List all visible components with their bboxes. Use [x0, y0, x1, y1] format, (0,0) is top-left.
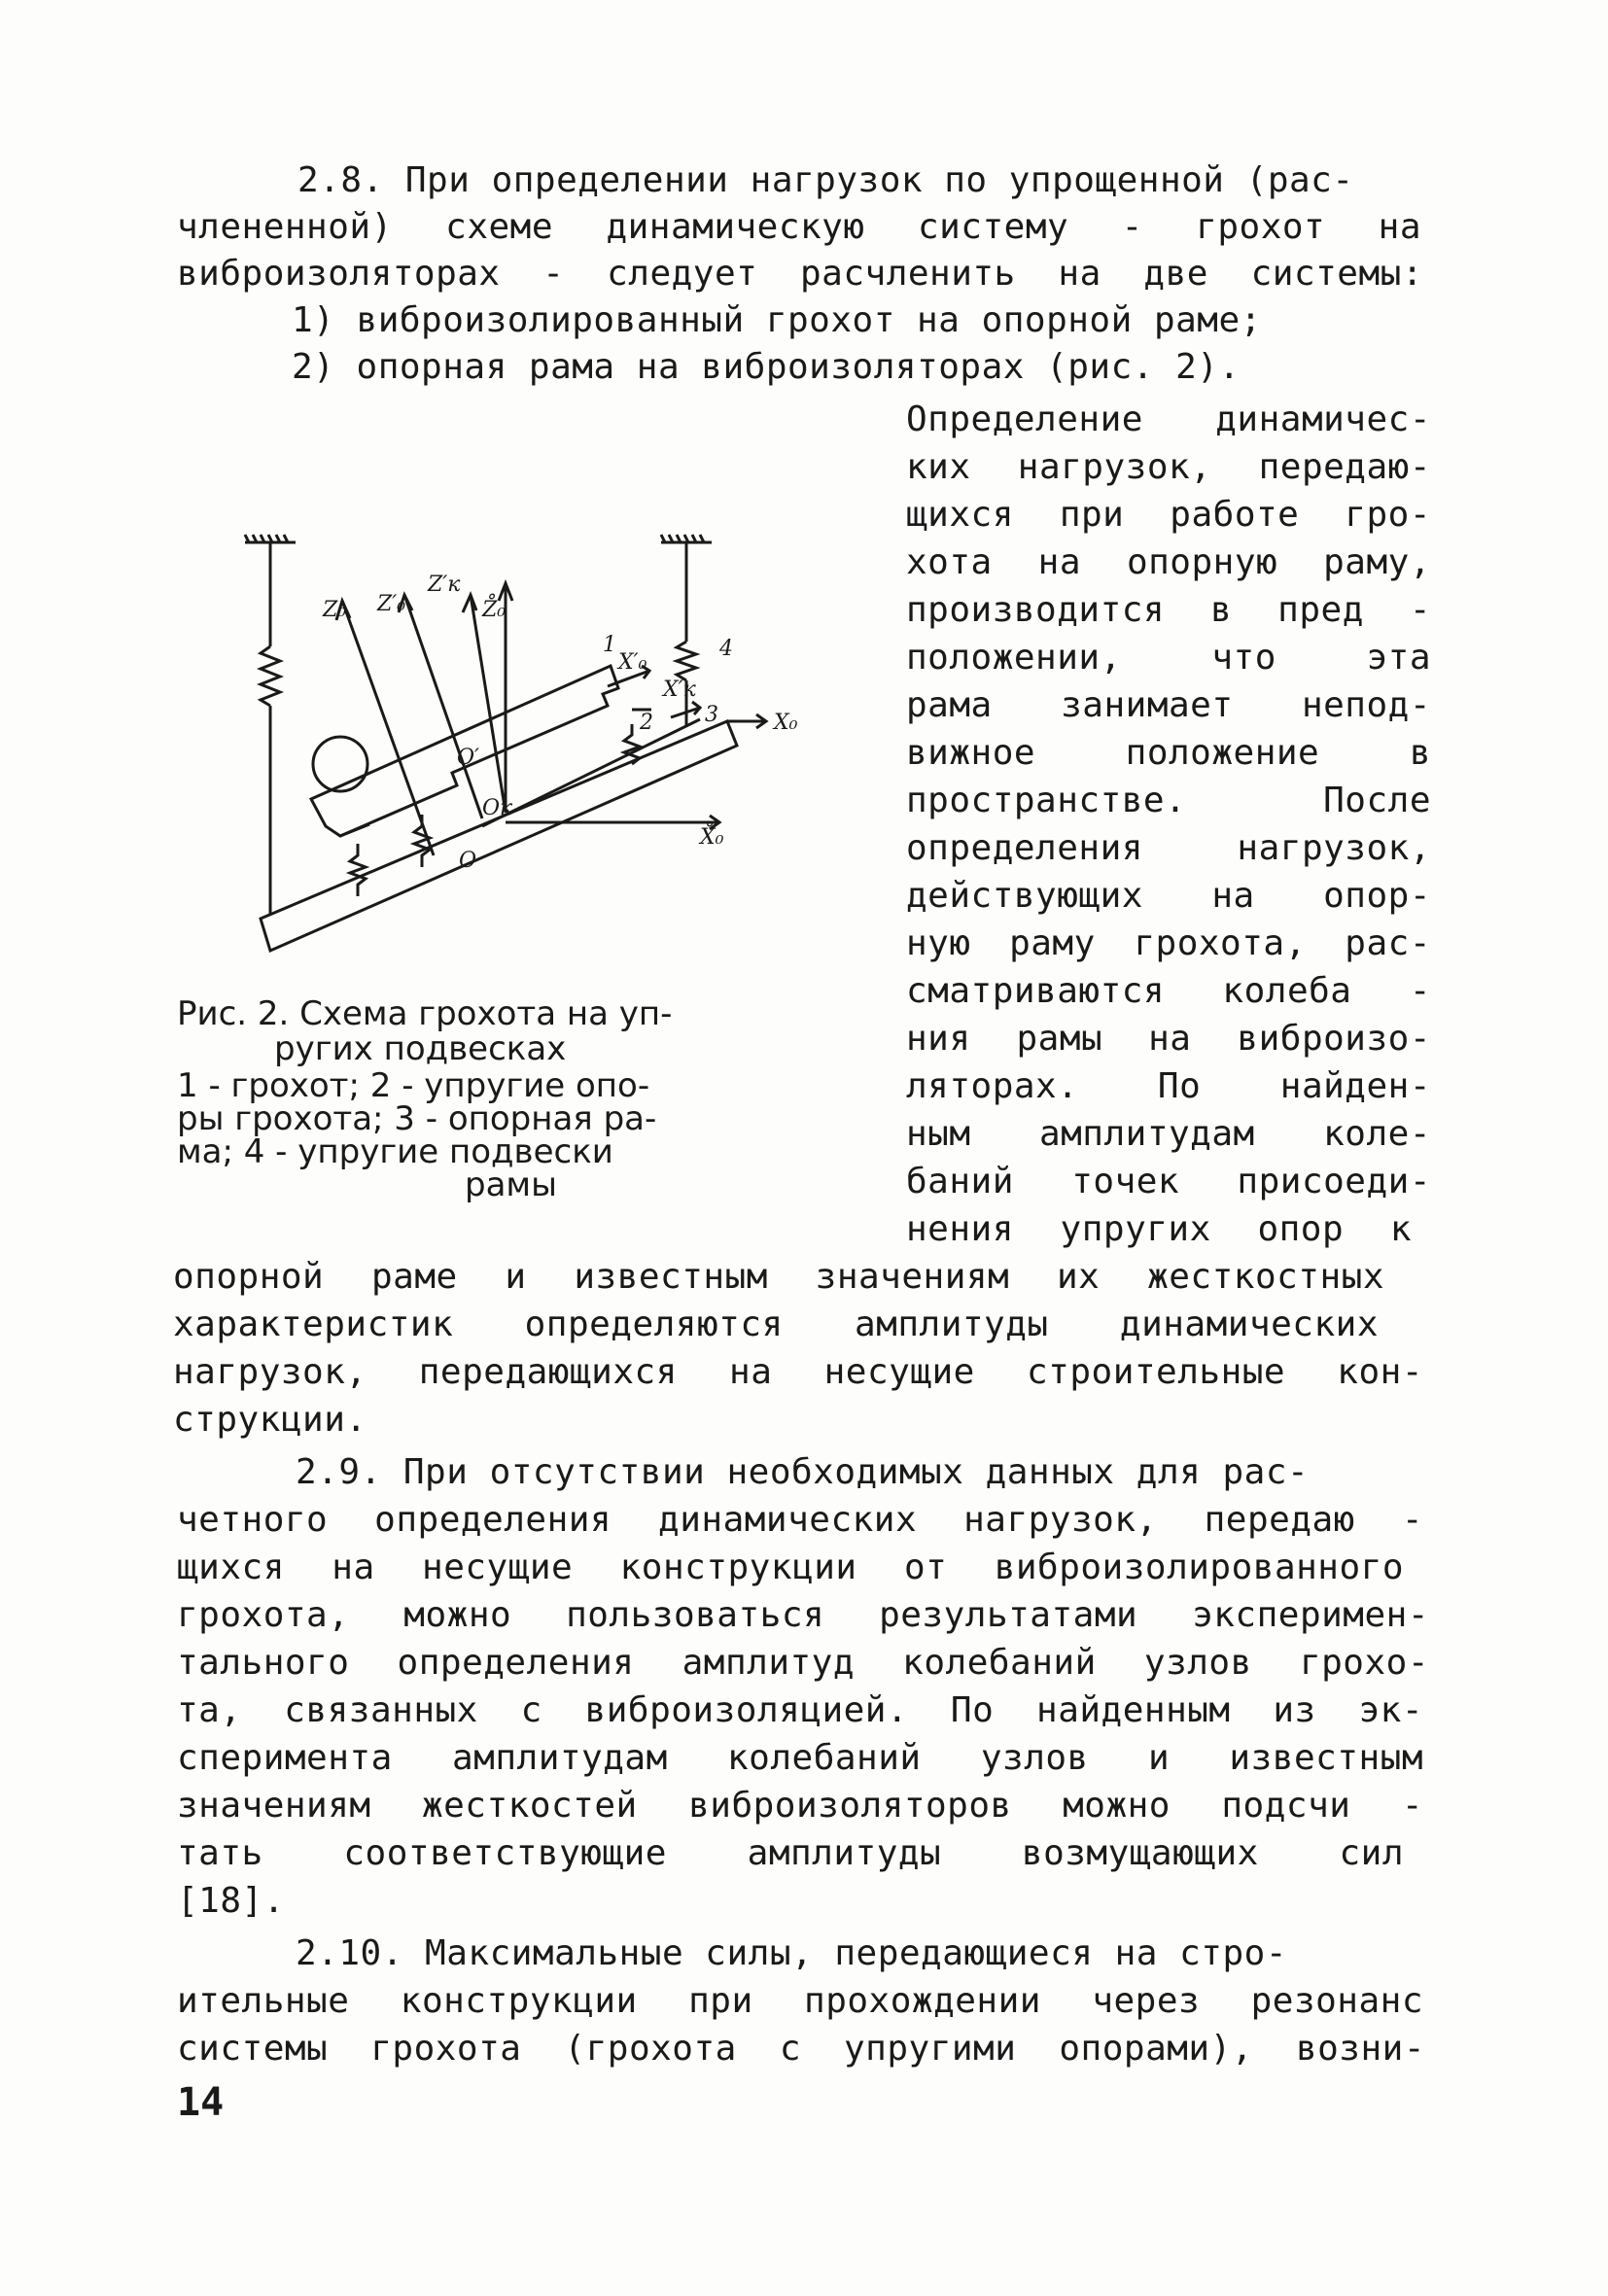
figure-2	[194, 515, 875, 982]
caption-line: Рис. 2. Схема грохота на уп-	[177, 994, 673, 1033]
caption-line: ругих подвесках	[274, 1029, 567, 1068]
text-line: характеристик определяются амплитуды динамических	[173, 1305, 1379, 1344]
text-line: четного определения динамических нагрузок, передаю -	[177, 1500, 1423, 1540]
text-line: тать соответствующие амплитуды возмущающих сил	[177, 1833, 1404, 1873]
text-line: тального определения амплитуд колебаний узлов грохо-	[177, 1643, 1429, 1683]
text-line: виброизоляторах - следует расчленить на две системы:	[177, 254, 1423, 294]
label-z0: Z₀	[323, 598, 347, 622]
page-number: 14	[177, 2080, 225, 2125]
label-o-prime: O′	[457, 746, 480, 770]
label-z0-prime: Z′₀	[377, 592, 406, 616]
text-line: опорной раме и известным значениям их жесткостных	[173, 1257, 1384, 1297]
text-line: ких нагрузок, передаю-	[906, 447, 1431, 487]
left-suspension	[245, 535, 296, 914]
text-line: определения нагрузок,	[906, 828, 1431, 868]
label-z0-star: Z̊₀	[482, 598, 507, 622]
text-line: 2.8. При определении нагрузок по упрощенной (рас-	[297, 160, 1354, 200]
label-2: 2	[640, 711, 653, 735]
text-line: ным амплитудам коле-	[906, 1114, 1431, 1154]
text-line: ляторах. По найден-	[906, 1066, 1431, 1106]
drive-ball	[313, 737, 367, 791]
text-line: члененной) схеме динамическую систему - грохот на	[177, 207, 1421, 247]
caption-line: 1 - грохот; 2 - упругие опо-	[177, 1066, 650, 1105]
text-line: хота на опорную раму,	[906, 542, 1431, 582]
caption-line: ма; 4 - упругие подвески	[177, 1132, 613, 1171]
text-line: 2.10. Максимальные силы, передающиеся на стро-	[296, 1933, 1287, 1973]
label-x0: X₀	[774, 711, 798, 735]
label-ok: Oк	[482, 796, 513, 820]
text-line: нения упругих опор к	[906, 1209, 1412, 1249]
text-line: щихся при работе гро-	[906, 495, 1431, 535]
text-line: пространстве. После	[906, 781, 1431, 820]
label-xk-prime: X′к	[663, 678, 696, 702]
text-line: значениям жесткостей виброизоляторов можно подсчи -	[177, 1786, 1423, 1826]
text-line: действующих на опор-	[906, 876, 1431, 916]
text-line: ную раму грохота, рас-	[906, 923, 1431, 963]
label-x0-star: X̊₀	[700, 825, 724, 850]
text-line: [18].	[177, 1881, 285, 1921]
text-line: 2.9. При отсутствии необходимых данных для рас-	[296, 1452, 1310, 1492]
text-line: производится в пред -	[906, 590, 1431, 630]
text-line: щихся на несущие конструкции от виброизолированного	[177, 1548, 1404, 1587]
label-1: 1	[603, 633, 616, 657]
text-line: Определение динамичес-	[906, 400, 1431, 439]
text-line: струкции.	[173, 1400, 367, 1440]
label-4: 4	[719, 637, 733, 661]
text-line: нагрузок, передающихся на несущие строительные кон-	[173, 1352, 1423, 1392]
label-zk-prime: Z′к	[428, 573, 461, 597]
text-line: сперимента амплитудам колебаний узлов и известным	[177, 1738, 1423, 1778]
text-line: та, связанных с виброизоляцией. По найденным из эк-	[177, 1690, 1423, 1730]
text-line: вижное положение в	[906, 733, 1431, 773]
label-o: O	[459, 849, 477, 873]
text-line: ительные конструкции при прохождении через резонанс	[177, 1981, 1423, 2021]
text-line: сматриваются колеба -	[906, 971, 1431, 1011]
text-line: баний точек присоеди-	[906, 1162, 1431, 1201]
support-frame	[261, 721, 737, 951]
text-line: 1) виброизолированный грохот на опорной раме;	[292, 300, 1262, 340]
text-line: рама занимает непод-	[906, 685, 1431, 725]
label-3: 3	[705, 703, 718, 727]
caption-line: рамы	[465, 1165, 557, 1204]
text-line: 2) опорная рама на виброизоляторах (рис. 2).	[292, 347, 1241, 387]
text-line: системы грохота (грохота с упругими опорами), возни-	[177, 2029, 1425, 2069]
screen-diagram	[194, 515, 875, 982]
text-line: ния рамы на виброизо-	[906, 1019, 1431, 1059]
text-line: положении, что эта	[906, 638, 1431, 678]
caption-line: ры грохота; 3 - опорная ра-	[177, 1099, 657, 1138]
text-line: грохота, можно пользоваться результатами эксперимен-	[177, 1595, 1429, 1635]
label-x0-prime: X′₀	[618, 650, 647, 675]
